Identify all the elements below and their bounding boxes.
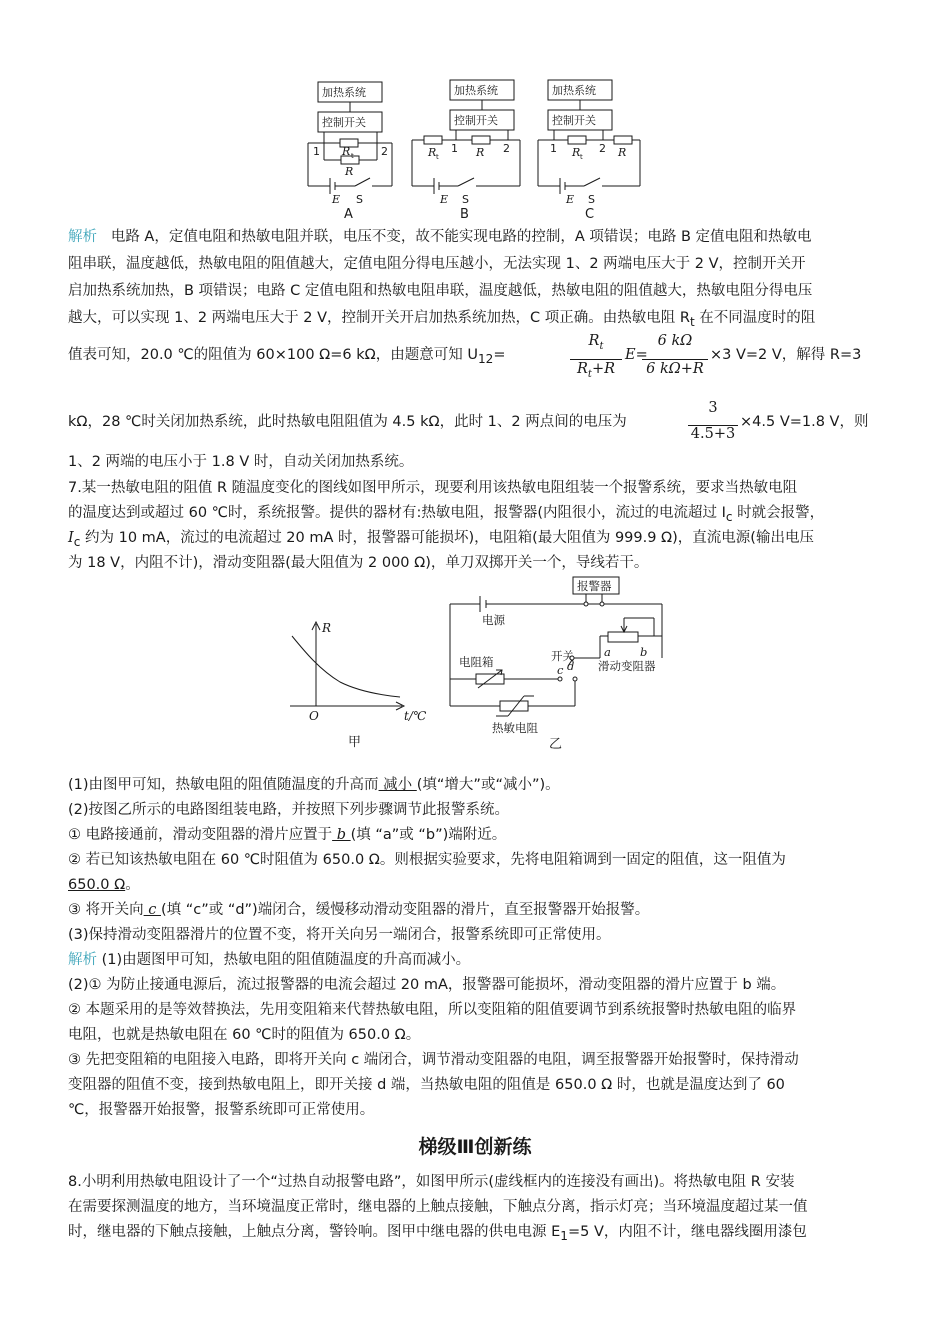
thermistor-label: 热敏电阻	[492, 721, 538, 735]
q7-text-3b: 约为 10 mA，流过的电流超过 20 mA 时，报警器可能损坏)，电阻箱(最大阻值为 999.9 Ω)，直流电源(输出电压	[80, 530, 814, 546]
s-label-b: S	[462, 193, 469, 206]
analysis6-line-1	[68, 225, 886, 249]
node-1-b: 1	[451, 142, 458, 155]
r-label-c: R	[618, 146, 627, 159]
rt-sub-a: t	[351, 152, 354, 160]
circuit-c	[538, 80, 640, 194]
resistance-box-label: 电阻箱	[459, 655, 494, 669]
analysis7-line-1: 解析 (1)由题图甲可知，热敏电阻的阻值随温度的升高而减小。	[68, 952, 471, 968]
analysis6-line-6: kΩ，28 ℃时关闭加热系统，此时热敏电阻阻值为 4.5 kΩ，此时 1、2 两点间的电压为	[68, 414, 627, 430]
analysis6-line-4	[68, 306, 886, 334]
option-label-a: A	[344, 207, 353, 222]
analysis7-line-7: ℃，报警器开始报警，报警系统即可正常使用。	[68, 1102, 375, 1118]
graph-y-label: R	[322, 621, 332, 635]
rt-label-b: R	[428, 146, 437, 159]
s-label-c: S	[588, 193, 595, 206]
contact-c: c	[557, 663, 564, 677]
answer-1: 减小	[378, 777, 417, 793]
q8-line-1: 8.小明利用热敏电阻设计了一个“过热自动报警电路”，如图甲所示(虚线框内的连接没有画出)。将热敏电阻 R 安装	[68, 1174, 795, 1190]
node-1-c: 1	[550, 142, 557, 155]
q7-text-2: 的温度达到或超过 60 ℃时，系统报警。提供的器材有:热敏电阻，报警器(内阻很小，流过的电流超过 I	[68, 505, 726, 521]
q7-part-3: (3)保持滑动变阻器滑片的位置不变，将开关向另一端闭合，报警系统即可正常使用。	[68, 927, 611, 943]
r-label-a: R	[345, 165, 354, 178]
heater-label-b: 加热系统	[454, 84, 498, 97]
e-label-b: E	[440, 193, 449, 206]
analysis7-line-3: ② 本题采用的是等效替换法，先用变阻箱来代替热敏电阻，所以变阻箱的阻值要调节到系统报警时热敏电阻的临界	[68, 1002, 797, 1018]
end-b: b	[640, 645, 648, 659]
rt-label-c: R	[572, 146, 581, 159]
q7-step-1: ① 电路接通前，滑动变阻器的滑片应置于 b (填 “a”或 “b”)端附近。	[68, 827, 507, 843]
q7-line-3	[68, 526, 886, 554]
analysis7-line-5: ③ 先把变阻箱的电阻接入电路，即将开关向 c 端闭合，调节滑动变阻器的电阻，调至报警器开始报警时，保持滑动	[68, 1052, 799, 1068]
analysis-tag: 解析	[68, 229, 97, 245]
s-label-a: S	[356, 193, 363, 206]
alarm-label: 报警器	[577, 579, 612, 593]
q8-line-3: 时，继电器的下触点接触，上触点分离，警铃响。图甲中继电器的供电电源 $E_1=5$ V，内阻不计，继电器线圈用漆包	[68, 1224, 807, 1243]
q7-sub-2: c	[725, 509, 733, 524]
fraction-1-den: $R_t+R$	[576, 361, 616, 380]
fraction-2-line	[642, 359, 708, 360]
analysis6-sub-5: 12	[477, 351, 494, 366]
analysis6-text-5b: ×3 V=2 V，解得 R=3	[710, 347, 862, 363]
switch-label: 开关	[551, 649, 574, 663]
contact-d: d	[567, 659, 575, 673]
analysis6-line-3: 启加热系统加热，B 项错误；电路 C 定值电阻和热敏电阻串联，温度越低，热敏电阻的阻值越大，热敏电阻分得电压	[68, 283, 813, 299]
q7-part-2: (2)按图乙所示的电路图组装电路，并按照下列步骤调节此报警系统。	[68, 802, 510, 818]
q7-line-2	[68, 501, 886, 529]
figure-jia-yi	[0, 574, 950, 774]
graph-origin: O	[309, 709, 319, 723]
analysis6-line-2: 阻串联，温度越低，热敏电阻的阻值越大，定值电阻分得电压越小，无法实现 1、2 两端电压大于 2 V，控制开关开	[68, 256, 806, 272]
control-label-b: 控制开关	[454, 114, 498, 127]
node-2-c: 2	[599, 142, 606, 155]
circuit-options-figure	[0, 0, 950, 225]
graph-x-label: t/℃	[404, 709, 427, 723]
section-title: 梯级Ⅲ创新练	[418, 1136, 532, 1158]
answer-2-2: 650.0 Ω	[68, 877, 126, 893]
analysis7-line-6: 变阻器的阻值不变，接到热敏电阻上，即开关接 d 端，当热敏电阻的阻值是 650.0 Ω 时，也就是温度达到了 60	[68, 1077, 785, 1093]
analysis6-text-5a: 值表可知，20.0 ℃的阻值为 60×100 Ω=6 kΩ，由题意可知 U	[68, 347, 478, 363]
e-label-a: E	[332, 193, 341, 206]
q7-line-4: 为 18 V，内阻不计)，滑动变阻器(最大阻值为 2 000 Ω)，单刀双掷开关一个，导线若干。	[68, 555, 649, 571]
graph-jia	[290, 622, 404, 710]
e-label-c: E	[566, 193, 575, 206]
q7-step-2-answer-line: 650.0 Ω。	[68, 877, 140, 893]
node-2-b: 2	[503, 142, 510, 155]
source-label: 电源	[482, 613, 505, 627]
fraction-1-num: $R_t$	[588, 333, 604, 352]
option-label-b: B	[460, 207, 469, 222]
analysis6-text-1: 电路 A，定值电阻和热敏电阻并联，电压不变，故不能实现电路的控制，A 项错误；电路 B 定值电阻和热敏电	[110, 229, 812, 245]
heater-label-a: 加热系统	[322, 86, 366, 99]
fraction-2-den: 6 kΩ+R	[646, 361, 704, 377]
fraction-1-line	[570, 359, 622, 360]
option-label-c: C	[585, 207, 595, 222]
analysis6-text-6b: ×4.5 V=1.8 V，则	[740, 414, 869, 430]
analysis6-text-4: 越大，可以实现 1、2 两端电压大于 2 V，控制开关开启加热系统加热，C 项正确。由热敏电阻 R	[68, 310, 690, 326]
answer-2-3: c	[143, 902, 161, 918]
q7-text-2b: 时就会报警，	[732, 505, 825, 521]
rheostat-label: 滑动变阻器	[598, 659, 656, 673]
fraction-3-num: 3	[708, 400, 718, 416]
q7-line-1: 7.某一热敏电阻的阻值 R 随温度变化的图线如图甲所示，现要利用该热敏电阻组装一个报警系统，要求当热敏电阻	[68, 480, 798, 496]
q7-sub-3: c	[73, 534, 81, 549]
caption-jia: 甲	[348, 735, 362, 750]
rt-sub-b: t	[436, 153, 439, 161]
analysis6-text-4b: 在不同温度时的阻	[694, 310, 816, 326]
q7-step-3: ③ 将开关向 c (填 “c”或 “d”)端闭合，缓慢移动滑动变阻器的滑片，直至报警器开始报警。	[68, 902, 650, 918]
circuit-yi	[450, 577, 662, 716]
resistance-curve	[292, 636, 400, 697]
rt-sub-c: t	[580, 153, 583, 161]
fraction-2-num: 6 kΩ	[657, 333, 693, 349]
answer-2-1: b	[332, 827, 351, 843]
control-label-a: 控制开关	[322, 116, 366, 129]
circuit-b	[412, 80, 520, 194]
analysis6-e: E=	[625, 347, 648, 363]
q7-ic: I	[68, 530, 74, 546]
q7-part-1: (1)由图甲可知，热敏电阻的阻值随温度的升高而 减小 (填“增大”或“减小”)。	[68, 777, 560, 793]
heater-label-c: 加热系统	[552, 84, 596, 97]
caption-yi: 乙	[549, 737, 563, 752]
analysis7-line-2: (2)① 为防止接通电源后，流过报警器的电流会超过 20 mA，报警器可能损坏，滑动变阻器的滑片应置于 b 端。	[68, 977, 786, 993]
fraction-3-den: 4.5+3	[690, 426, 736, 442]
q7-step-2: ② 若已知该热敏电阻在 60 ℃时阻值为 650.0 Ω。则根据实验要求，先将电阻箱调到一固定的阻值，这一阻值为	[68, 852, 786, 868]
node-1-a: 1	[313, 145, 320, 158]
q8-line-2: 在需要探测温度的地方，当环境温度正常时，继电器的上触点接触，下触点分离，指示灯亮；当环境温度超过某一值	[68, 1199, 808, 1215]
analysis6-line-7: 1、2 两端的电压小于 1.8 V 时，自动关闭加热系统。	[68, 454, 414, 470]
analysis6-sub-4: t	[689, 314, 695, 329]
analysis6-eq-5: =	[493, 347, 506, 363]
control-label-c: 控制开关	[552, 114, 596, 127]
analysis7-line-4: 电阻，也就是热敏电阻在 60 ℃时的阻值为 650.0 Ω。	[68, 1027, 421, 1043]
end-a: a	[604, 645, 611, 659]
node-2-a: 2	[381, 145, 388, 158]
rt-label-a: R	[342, 145, 351, 158]
r-label-b: R	[476, 146, 485, 159]
